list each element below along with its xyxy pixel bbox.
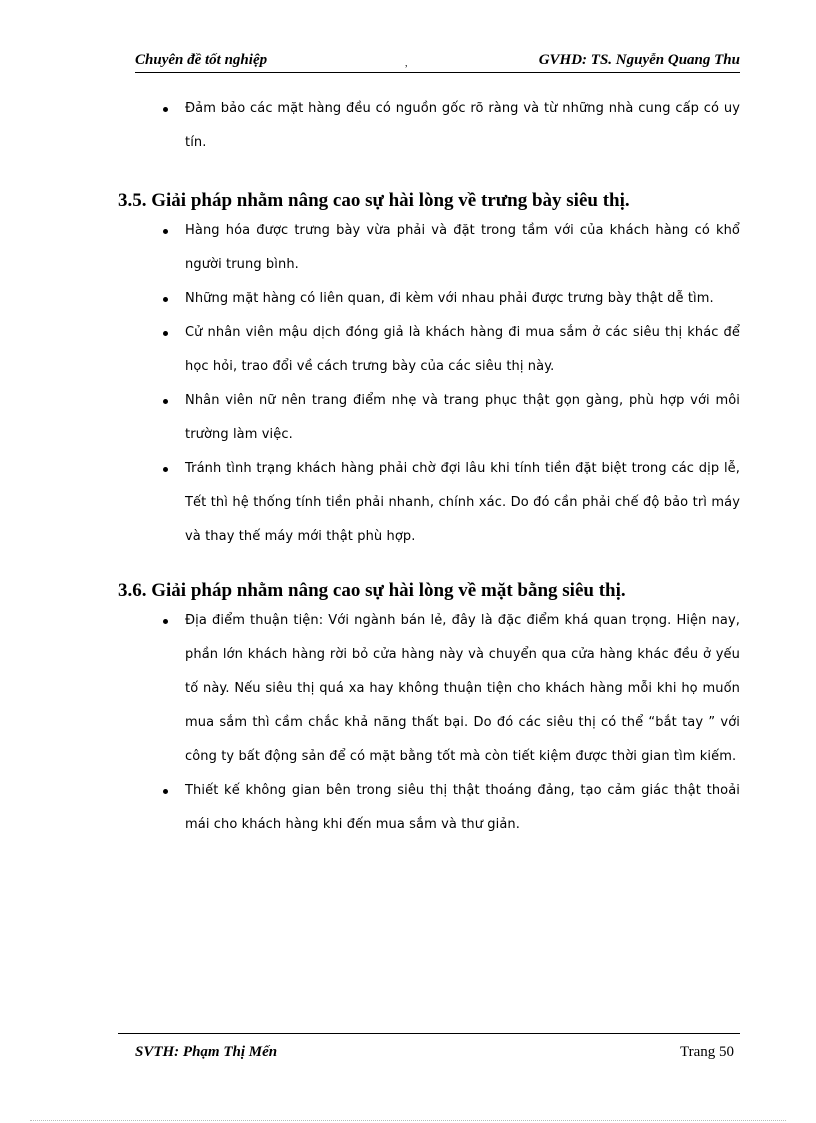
section-heading-3-5: 3.5. Giải pháp nhằm nâng cao sự hài lòng về trưng bày siêu thị. bbox=[118, 190, 630, 211]
footer-page-number: Trang 50 bbox=[679, 1044, 734, 1060]
list-item bbox=[118, 92, 740, 160]
list-item bbox=[118, 452, 740, 554]
intro-bullet-list bbox=[118, 92, 740, 160]
bullet-icon bbox=[163, 619, 168, 624]
list-item bbox=[118, 316, 740, 384]
section-heading-3-6: 3.6. Giải pháp nhằm nâng cao sự hài lòng về mặt bằng siêu thị. bbox=[118, 580, 626, 601]
list-item bbox=[118, 214, 740, 282]
bullet-icon bbox=[163, 107, 168, 112]
page-footer bbox=[118, 1033, 740, 1074]
list-item-text: Cử nhân viên mậu dịch đóng giả là khách hàng đi mua sắm ở các siêu thị khác để học hỏi, trao đổi về cách trưng bày của các siêu thị này. bbox=[185, 325, 740, 374]
list-item-text: Nhân viên nữ nên trang điểm nhẹ và trang phục thật gọn gàng, phù hợp với môi trường làm việc. bbox=[185, 393, 740, 442]
page-header bbox=[135, 50, 740, 73]
header-mark: , bbox=[405, 58, 408, 69]
list-item bbox=[118, 282, 740, 316]
list-item-text: Hàng hóa được trưng bày vừa phải và đặt trong tầm với của khách hàng có khổ người trung bình. bbox=[185, 223, 740, 272]
bullet-icon bbox=[163, 229, 168, 234]
header-thesis-title: Chuyên đề tốt nghiệp bbox=[135, 52, 268, 68]
section-3-5-bullet-list bbox=[118, 214, 740, 554]
list-item-text: Đảm bảo các mặt hàng đều có nguồn gốc rõ ràng và từ những nhà cung cấp có uy tín. bbox=[185, 101, 740, 150]
section-3-6-bullet-list bbox=[118, 604, 740, 842]
list-item bbox=[118, 774, 740, 842]
list-item-text: Thiết kế không gian bên trong siêu thị thật thoáng đảng, tạo cảm giác thật thoải mái cho khách hàng khi đến mua sắm và thư giản. bbox=[185, 783, 740, 832]
header-advisor: GVHD: TS. Nguyễn Quang Thu bbox=[538, 52, 740, 68]
bullet-icon bbox=[163, 297, 168, 302]
bullet-icon bbox=[163, 467, 168, 472]
bullet-icon bbox=[163, 331, 168, 336]
list-item-text: Những mặt hàng có liên quan, đi kèm với nhau phải được trưng bày thật dễ tìm. bbox=[185, 291, 714, 306]
bullet-icon bbox=[163, 789, 168, 794]
page-bottom-divider bbox=[30, 1120, 786, 1121]
list-item-text: Tránh tình trạng khách hàng phải chờ đợi lâu khi tính tiền đặt biệt trong các dịp lễ, Tết thì hệ thống tính tiền phải nhanh, chính xác. Do đó cần phải chế độ bảo trì máy và thay thế máy mới thật phù hợp. bbox=[185, 461, 740, 544]
list-item-text: Địa điểm thuận tiện: Với ngành bán lẻ, đây là đặc điểm khá quan trọng. Hiện nay, phần lớn khách hàng rời bỏ cửa hàng này và chuyển qua cửa hàng khác đều ở yếu tố này. Nếu siêu thị quá xa hay không thuận tiện cho khách hàng mỗi khi họ muốn mua sắm thì cầm chắc khả năng thất bại. Do đó các siêu thị có thể “bắt tay ” với công ty bất động sản để có mặt bằng tốt mà còn tiết kiệm được thời gian tìm kiếm. bbox=[185, 613, 740, 764]
footer-student-name: SVTH: Phạm Thị Mến bbox=[135, 1044, 278, 1060]
page-content bbox=[118, 92, 740, 842]
list-item bbox=[118, 384, 740, 452]
bullet-icon bbox=[163, 399, 168, 404]
list-item bbox=[118, 604, 740, 774]
